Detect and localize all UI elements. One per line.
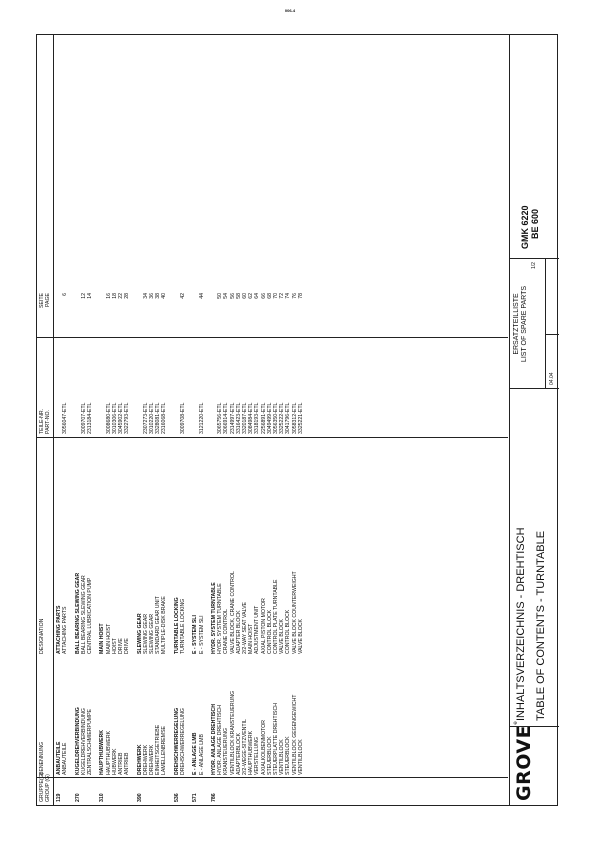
designation-en-cell: E - SYSTEM SLI [192, 615, 199, 654]
designation-de-cell: STEUERBLOCK [266, 736, 273, 775]
header-divider [53, 35, 54, 805]
page-cell: 62 [248, 293, 255, 299]
date-divider [545, 334, 559, 335]
page-cell: 58 [235, 293, 242, 299]
designation-en-cell: ATTACHING PARTS [56, 605, 62, 654]
page-header-en: PAGE [45, 293, 52, 308]
group-cell: 119 [56, 793, 62, 802]
designation-header-en: DESIGNATION [39, 618, 45, 654]
group-cell: 270 [74, 793, 81, 802]
group-cell: 571 [192, 793, 199, 802]
designation-en-cell: DRIVE [118, 638, 124, 654]
designation-de-cell: ZENTRALSCHMIERPUMPE [87, 708, 93, 775]
designation-de-cell: ANBAUTEILE [62, 742, 69, 775]
part-number-cell: 2313184-ETL [87, 402, 93, 434]
designation-en-cell: CONTROL BLOCK [285, 609, 292, 654]
group-cell: 310 [99, 793, 106, 802]
designation-en-cell: AXIAL PISTON MOTOR [260, 598, 267, 654]
designation-en-cell: MAIN HOIST [248, 623, 255, 654]
designation-de-cell: VENTILBLOCK [279, 739, 286, 775]
page-cell: 50 [217, 293, 224, 299]
designation-en-cell: TURNTABLE LOCKING [180, 598, 186, 654]
designation-de-cell: ANBAUTEILE [56, 741, 62, 775]
page-header-de: SEITE [39, 293, 45, 308]
part-number-cell: 2316068-ETL [161, 402, 168, 434]
part-number-cell: 3328081-ETL [155, 402, 162, 434]
page-cell: 14 [87, 293, 93, 299]
page-cell: 22 [118, 293, 124, 299]
group-header-en: GROUP (G) [45, 774, 52, 802]
group-cell: 786 [211, 793, 217, 802]
designation-de-cell: E - ANLAGE LMB [192, 732, 199, 775]
designation-en-cell: STANDARD GEAR UNIT [155, 596, 162, 654]
designation-en-cell: BALL BEARING SLEWING GEAR [74, 572, 81, 654]
designation-de-cell: HYDR. ANLAGE DREHTISCH [217, 704, 224, 775]
designation-en-cell: ATTACHING PARTS [62, 606, 69, 654]
designation-en-cell: HYDR. SYSTEM TURNTABLE [211, 582, 217, 654]
page-cell: 54 [223, 293, 230, 299]
part-header-de: TEILE-NR. [39, 408, 45, 434]
designation-en-cell: CONTROL BLOCK [266, 609, 273, 654]
group-cell: 536 [173, 793, 180, 802]
designation-de-cell: DREHWERK [136, 744, 143, 775]
designation-de-cell: DREHWERK [142, 744, 149, 775]
part-number-header [39, 409, 52, 434]
designation-de-cell: E - ANLAGE LMB [198, 734, 205, 775]
designation-de-cell: DREHSCHWERREGELUNG [180, 708, 186, 775]
designation-en-cell: HOIST [111, 638, 118, 654]
designation-de-cell: HAUPTHUBWERK [99, 730, 106, 775]
designation-de-cell: STEUERBLOCK [285, 736, 292, 775]
part-number-cell: 3045902-ETL [118, 402, 124, 434]
page-cell: 16 [105, 293, 112, 299]
sheet-number: 1/2 [531, 262, 537, 269]
part-number-cell: 3325222-ETL [279, 402, 286, 434]
title-block [509, 33, 559, 805]
designation-de-cell: HAUPTHUBWERK [105, 730, 112, 775]
designation-de-cell: DREHWERK [149, 744, 155, 775]
designation-en-cell: E - SYSTEM SLI [198, 615, 205, 654]
part-number-cell: 3010220-ETL [149, 402, 155, 434]
part-number-cell: 2256891-ETL [260, 402, 267, 434]
page-header [39, 293, 52, 325]
designation-de-cell: 2/2-WEGE-SITZVENTIL [242, 719, 248, 775]
part-number-cell: 3316423-ETL [235, 402, 242, 434]
group-header-de: GRUPPE(G) [39, 772, 45, 802]
page-cell: 70 [273, 293, 279, 299]
part-number-cell: 3010306-ETL [111, 402, 118, 434]
designation-header-de: BENENNUNG [39, 741, 45, 775]
doc-type-en: LIST OF SPARE PARTS [521, 285, 528, 363]
page-cell: 12 [80, 293, 87, 299]
designation-en-cell: 2/2-WAY SEAT VALVE [242, 602, 248, 654]
designation-de-cell: ANTRIEB [118, 752, 124, 775]
page-cell: 36 [149, 293, 155, 299]
part-number-cell: 3008680-ETL [105, 402, 112, 434]
designation-de-cell: VENTILBLOCK [297, 739, 304, 775]
part-number-cell: 3065756-ETL [217, 402, 224, 434]
date-row-divider [545, 259, 546, 389]
designation-de-cell: DREHSCHWERREGELUNG [173, 707, 180, 775]
page-cell: 34 [142, 293, 149, 299]
page-cell: 44 [198, 293, 205, 299]
designation-de-cell: KRANSTEUERUNG [223, 728, 230, 775]
designation-de-cell: VENTILBLOCK GEGENGEWICHT [291, 694, 298, 775]
page-cell: 74 [285, 293, 292, 299]
page-cell: 78 [297, 293, 304, 299]
part-number-cell: 3009708-ETL [180, 402, 186, 434]
part-number-cell: 3325221-ETL [297, 402, 304, 434]
designation-de-cell: ADAPTERBLOCK [235, 732, 242, 775]
part-number-cell: 3056047-ETL [62, 402, 69, 434]
page-cell: 66 [260, 293, 267, 299]
designation-de-cell: VERSTELLUNG [254, 736, 261, 775]
model-divider [509, 258, 559, 259]
model-number: GMK 6220 [520, 205, 530, 249]
part-number-cell: 3041796-ETL [285, 402, 292, 434]
part-number-cell: 3320187-ETL [242, 402, 248, 434]
spare-parts-sheet [36, 34, 558, 806]
part-number-cell: 3318193-ETL [254, 402, 261, 434]
designation-de-cell: ANTRIEB [124, 752, 131, 775]
group-cell: 390 [136, 793, 143, 802]
page-cell: 56 [229, 293, 236, 299]
part-header-en: PART-NO. [45, 409, 52, 434]
designation-en-cell: VALVE BLOCK COUNTERWEIGHT [291, 571, 298, 654]
part-number-cell: 3066914-ETL [223, 402, 230, 434]
designation-en-cell: HYDR. SYSTEM TURNTABLE [217, 583, 224, 654]
designation-en-cell: TURNTABLE LOCKING [173, 597, 180, 654]
designation-en-cell: MAIN HOIST [105, 623, 112, 654]
page-cell: 18 [111, 293, 118, 299]
designation-de-cell: LAMELLENBREMSE [161, 725, 168, 775]
part-number-cell: 3322793-ETL [124, 402, 131, 434]
designation-de-cell: HUBWERK [111, 748, 118, 775]
part-number-cell: 3121220-ETL [198, 402, 205, 434]
part-number-cell: 3084984-ETL [248, 402, 255, 434]
designation-en-cell: MULTIPLE-DISK BRAKE [161, 596, 168, 654]
designation-en-cell: DRIVE [124, 638, 131, 654]
part-number-cell: 2314997-ETL [229, 402, 236, 434]
registered-mark: ® [513, 720, 518, 725]
title-de: INHALTSVERZEICHNIS - DREHTISCH [515, 527, 527, 721]
designation-en-cell: SLEWING GEAR [149, 613, 155, 654]
designation-de-cell: STEUERPLATTE DREHTISCH [273, 703, 279, 775]
designation-de-cell: KUGELDREHVERBINDUNG [80, 708, 87, 775]
designation-en-cell: CRANE CONTROL [223, 609, 230, 654]
part-number-cell: 3049499-ETL [266, 402, 273, 434]
designation-en-cell: VALVE BLOCK, CRANE CONTROL [229, 571, 236, 654]
designation-en-cell: SLEWING GEAR [136, 613, 143, 654]
designation-en-cell: SLEWING GEAR [142, 613, 149, 654]
page-mark: 006-4 [284, 8, 296, 13]
designation-de-cell: AXIALKOLBENMOTOR [260, 720, 267, 775]
designation-en-cell: VALVE BLOCK [279, 619, 286, 654]
designation-en-cell: CENTRAL LUBRICATION PUMP [87, 577, 93, 654]
doc-divider [509, 388, 559, 389]
page-cell: 64 [254, 293, 261, 299]
designation-en-cell: CONTROL PLATE TURNTABLE [273, 579, 279, 654]
page-cell: 42 [180, 293, 186, 299]
designation-en-cell: ADJUSTMENT UNIT [254, 605, 261, 654]
designation-de-cell: VENTILBLOCK KRANSTEUERUNG [229, 690, 236, 775]
page-cell: 76 [291, 293, 298, 299]
designation-en-cell: BALL BEARING SLEWING GEAR [80, 575, 87, 654]
doc-type-de: ERSATZTEILLISTE [513, 293, 520, 355]
title-en: TABLE OF CONTENTS - TURNTABLE [535, 530, 547, 721]
designation-en-cell: MAIN HOIST [99, 623, 106, 654]
model-code: BE 600 [530, 208, 540, 239]
page-cell: 40 [161, 293, 168, 299]
grove-logo [513, 720, 535, 801]
logo-divider [509, 726, 559, 727]
page-cell: 6 [62, 293, 69, 296]
designation-de-cell: KUGELDREHVERBINDUNG [74, 707, 81, 775]
part-number-cell: 3056350-ETL [273, 402, 279, 434]
part-number-cell: 3009707-ETL [80, 402, 87, 434]
page-cell: 68 [266, 293, 273, 299]
table-row [298, 35, 304, 805]
designation-de-header [39, 742, 45, 775]
designation-en-cell: VALVE BLOCK [297, 619, 304, 654]
page-cell: 38 [155, 293, 162, 299]
logo-text: GROVE [513, 724, 535, 801]
page-cell: 60 [242, 293, 248, 299]
designation-de-cell: HYDR. ANLAGE DREHTISCH [211, 704, 217, 775]
designation-en-header [39, 619, 45, 654]
page-cell: 28 [124, 293, 131, 299]
designation-de-cell: HAUPTHUBWERK [248, 730, 255, 775]
designation-de-cell: EINHEITSGETRIEBE [155, 724, 162, 775]
issue-date: 04.04 [549, 372, 555, 385]
designation-en-cell: ADAPTER BLOCK [235, 610, 242, 654]
page-cell: 72 [279, 293, 286, 299]
part-number-cell: 2307273-ETL [142, 402, 149, 434]
part-number-cell: 3058312-ETL [291, 402, 298, 434]
